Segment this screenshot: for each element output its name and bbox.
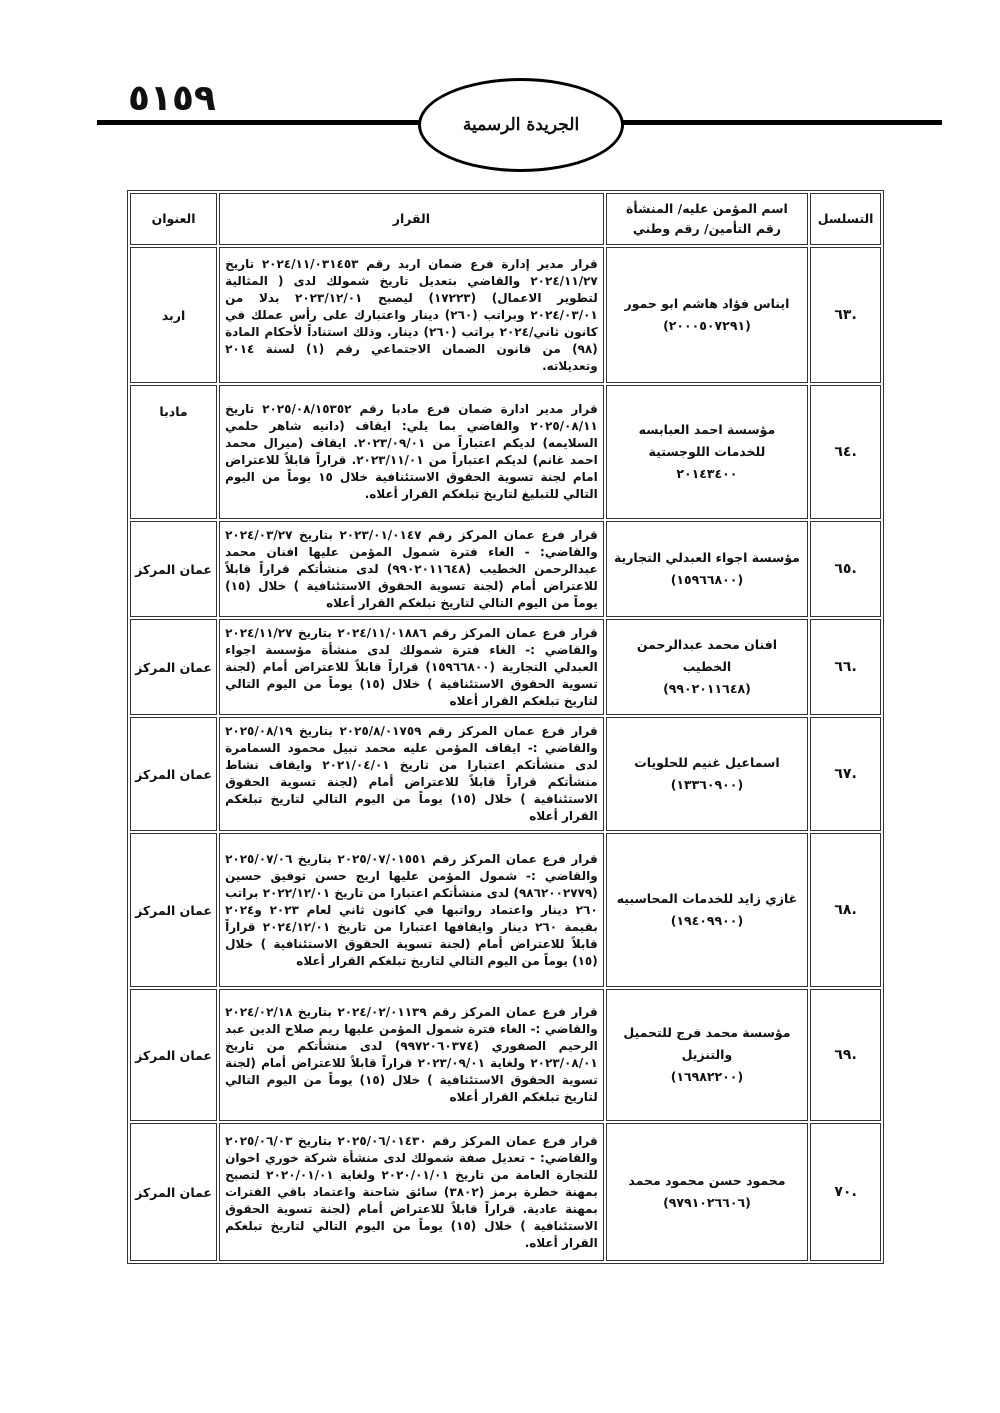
row-insurance-no: (١٩٤٠٩٩٠٠) — [670, 913, 744, 928]
gazette-title-ellipse — [418, 78, 624, 172]
header-address: العنوان — [130, 193, 217, 245]
table-row — [130, 619, 881, 715]
row-name-cell — [606, 717, 808, 831]
row-name-cell — [606, 833, 808, 987]
header-name — [606, 193, 808, 245]
row-address: عمان المركز — [130, 717, 217, 831]
row-decision: قرار مدير إدارة فرع ضمان اربد رقم ٢٠٢٤/١١/٠٣١٤٥٣ تاريخ ٢٠٢٤/١١/٢٧ والقاضي بتعديل تاريخ شمولك لدى ( المثالية لتطوير الاعمال) (١٧٢٢٣) ليصبح ٢٠٢٣/١٢/٠١ بدلا من ٢٠٢٤/٠٣/٠١ وبراتب (٢٦٠) دينار واعتبارك على رأس عملك في كانون ثاني/٢٠٢٤ براتب (٢٦٠) دينار. وذلك استناداً لأحكام المادة (٩٨) من قانون الضمان الاجتماعي رقم (١) لسنة ٢٠١٤ وتعديلاته. — [219, 247, 604, 383]
header-serial: التسلسل — [810, 193, 881, 245]
row-address: عمان المركز — [130, 1123, 217, 1261]
gazette-title: الجريدة الرسمية — [462, 115, 580, 135]
row-decision: قرار مدير ادارة ضمان فرع مادبا رقم ٢٠٢٥/٠٨/١٥٣٥٢ تاريخ ٢٠٢٥/٠٨/١١ والقاضي بما يلي: ايقاف (دانيه شاهر حلمي السلايمه) لديكم اعتباراً من ٢٠٢٣/٠٩/٠١. ايقاف (ميرال محمد احمد غانم) لديكم اعتباراً من ٢٠٢٣/١١/٠١. قراراً قابلاً للاعتراض امام لجنة تسوية الحقوق الاستئنافية خلال ١٥ يوماً من اليوم التالي للتبليغ لتاريخ تبلغكم القرار أعلاه. — [219, 385, 604, 519]
row-name-cell — [606, 989, 808, 1121]
row-name-cell — [606, 247, 808, 383]
row-name: افنان محمد عبدالرحمن الخطيب — [636, 637, 778, 674]
row-address: عمان المركز — [130, 619, 217, 715]
row-decision: قرار فرع عمان المركز رقم ٢٠٢٤/٠٢/٠١١٣٩ بتاريخ ٢٠٢٤/٠٢/١٨ والقاضي :- الغاء فترة شمول المؤمن عليها ريم صلاح الدين عبد الرحيم الصفوري (٩٩٧٢٠٦٠٣٧٤) لدى منشأتكم من تاريخ ٢٠٢٣/٠٨/٠١ ولغاية ٢٠٢٣/٠٩/٠١ قراراً قابلاً للاعتراض أمام (لجنة تسوية الحقوق الاستئنافية ) خلال (١٥) يوماً من اليوم التالي لتاريخ تبلغكم القرار أعلاه — [219, 989, 604, 1121]
row-name: غازي زايد للخدمات المحاسبيه — [616, 891, 798, 906]
row-serial: .٦٤ — [810, 385, 881, 519]
table-row — [130, 717, 881, 831]
row-address: مادبا — [130, 385, 217, 519]
row-insurance-no: ٢٠١٤٣٤٠٠ — [676, 466, 738, 481]
table-header-row — [130, 193, 881, 245]
row-name-cell — [606, 619, 808, 715]
page-number: ٥١٥٩ — [128, 78, 216, 119]
row-address: اربد — [130, 247, 217, 383]
row-serial: .٦٧ — [810, 717, 881, 831]
header-decision: القرار — [219, 193, 604, 245]
row-serial: .٦٥ — [810, 521, 881, 617]
row-name: ايناس فؤاد هاشم ابو حمور — [624, 296, 790, 311]
row-decision: قرار فرع عمان المركز رقم ٢٠٢٤/١١/٠١٨٨٦ بتاريخ ٢٠٢٤/١١/٢٧ والقاضي :- الغاء فترة شمولك لدى منشأة مؤسسة اجواء العبدلي التجارية (١٥٩٦٦٨٠٠) قراراً قابلاً للاعتراض أمام (لجنة تسوية الحقوق الاستئنافية ) خلال (١٥) يوماً من اليوم التالي لتاريخ تبلغكم القرار أعلاه — [219, 619, 604, 715]
table-row — [130, 833, 881, 987]
row-name-cell — [606, 385, 808, 519]
table-row — [130, 247, 881, 383]
row-name-cell — [606, 1123, 808, 1261]
row-address: عمان المركز — [130, 833, 217, 987]
table-row — [130, 385, 881, 519]
table-row — [130, 521, 881, 617]
row-insurance-no: (١٦٩٨٢٢٠٠) — [670, 1069, 744, 1084]
row-insurance-no: (٩٩٠٢٠١١٦٤٨) — [663, 681, 751, 696]
row-decision: قرار فرع عمان المركز رقم ٢٠٢٥/٨/٠١٧٥٩ بتاريخ ٢٠٢٥/٠٨/١٩ والقاضي :- ايقاف المؤمن عليه محمد نبيل محمود السمامرة لدى منشأتكم اعتبارا من تاريخ ٢٠٢١/٠٤/٠١ وايقاف نشاط منشأتكم قراراً قابلاً للاعتراض أمام (لجنة تسوية الحقوق الاستئنافية ) خلال (١٥) يوماً من اليوم التالي لتاريخ تبلغكم القرار أعلاه — [219, 717, 604, 831]
decisions-table-wrapper — [127, 190, 884, 1264]
decisions-table — [127, 190, 884, 1264]
row-name: مؤسسة احمد العبابسه للخدمات اللوجستية — [638, 422, 776, 459]
row-serial: .٦٩ — [810, 989, 881, 1121]
row-name-cell — [606, 521, 808, 617]
row-serial: .٦٨ — [810, 833, 881, 987]
row-name: مؤسسة اجواء العبدلي التجارية — [613, 550, 800, 565]
row-serial: .٧٠ — [810, 1123, 881, 1261]
row-address: عمان المركز — [130, 989, 217, 1121]
row-decision: قرار فرع عمان المركز رقم ٢٠٢٣/٠١/٠١٤٧ بتاريخ ٢٠٢٤/٠٣/٢٧ والقاضي: - الغاء فترة شمول المؤمن عليها افنان محمد عبدالرحمن الخطيب (٩٩٠٢٠١١٦٤٨) لدى منشأتكم قراراً قابلاً للاعتراض أمام (لجنة تسوية الحقوق الاستئنافية ) خلال (١٥) يوماً من اليوم التالي لتاريخ تبلغكم القرار أعلاه — [219, 521, 604, 617]
row-decision: قرار فرع عمان المركز رقم ٢٠٢٥/٠٧/٠١٥٥١ بتاريخ ٢٠٢٥/٠٧/٠٦ والقاضي :- شمول المؤمن عليها اريج حسن توفيق حسين (٩٨٦٢٠٠٢٧٧٩) لدى منشأتكم اعتبارا من تاريخ ٢٠٢٢/١٢/٠١ براتب ٢٦٠ دينار واعتماد رواتبها في كانون ثاني لعام ٢٠٢٣ و٢٠٢٤ بقيمة ٢٦٠ دينار وايقافها اعتبارا من تاريخ ٢٠٢٤/١٢/٠١ قراراً قابلاً للاعتراض أمام (لجنة تسوية الحقوق الاستئنافية ) خلال (١٥) يوماً من اليوم التالي لتاريخ تبلغكم القرار أعلاه — [219, 833, 604, 987]
row-decision: قرار فرع عمان المركز رقم ٢٠٢٥/٠٦/٠١٤٣٠ بتاريخ ٢٠٢٥/٠٦/٠٣ والقاضي: - تعديل صفة شمولك لدى منشأة شركة خوري اخوان للتجارة العامة من تاريخ ٢٠٢٠/٠١/٠١ ولغاية ٢٠٢٠/٠١/٠١ لتصبح بمهنة خطرة برمز (٣٨٠٢) سائق شاحنة واعتماد باقي الفترات بمهنة عادية. قراراً قابلاً للاعتراض أمام (لجنة تسوية الحقوق الاستئنافية ) خلال (١٥) يوماً من اليوم التالي لتاريخ تبلغكم القرار أعلاه. — [219, 1123, 604, 1261]
table-row — [130, 989, 881, 1121]
row-name: اسماعيل غنيم للحلويات — [634, 755, 780, 770]
row-insurance-no: (١٣٣٦٠٩٠٠) — [670, 777, 744, 792]
row-address: عمان المركز — [130, 521, 217, 617]
header-name-line1: اسم المؤمن عليه/ المنشأة — [626, 201, 788, 216]
row-insurance-no: (٩٧٩١٠٢٦٦٠٦) — [663, 1195, 751, 1210]
row-name: مؤسسة محمد فرج للتحميل والتنزيل — [623, 1025, 791, 1062]
page-header — [0, 0, 1000, 190]
row-serial: .٦٣ — [810, 247, 881, 383]
row-serial: .٦٦ — [810, 619, 881, 715]
row-name: محمود حسن محمود محمد — [628, 1173, 786, 1188]
row-insurance-no: (١٥٩٦٦٨٠٠) — [670, 572, 744, 587]
row-insurance-no: (٢٠٠٠٥٠٧٢٩١) — [663, 318, 751, 333]
header-name-line2: رقم التأمين/ رقم وطني — [632, 221, 782, 236]
table-row — [130, 1123, 881, 1261]
